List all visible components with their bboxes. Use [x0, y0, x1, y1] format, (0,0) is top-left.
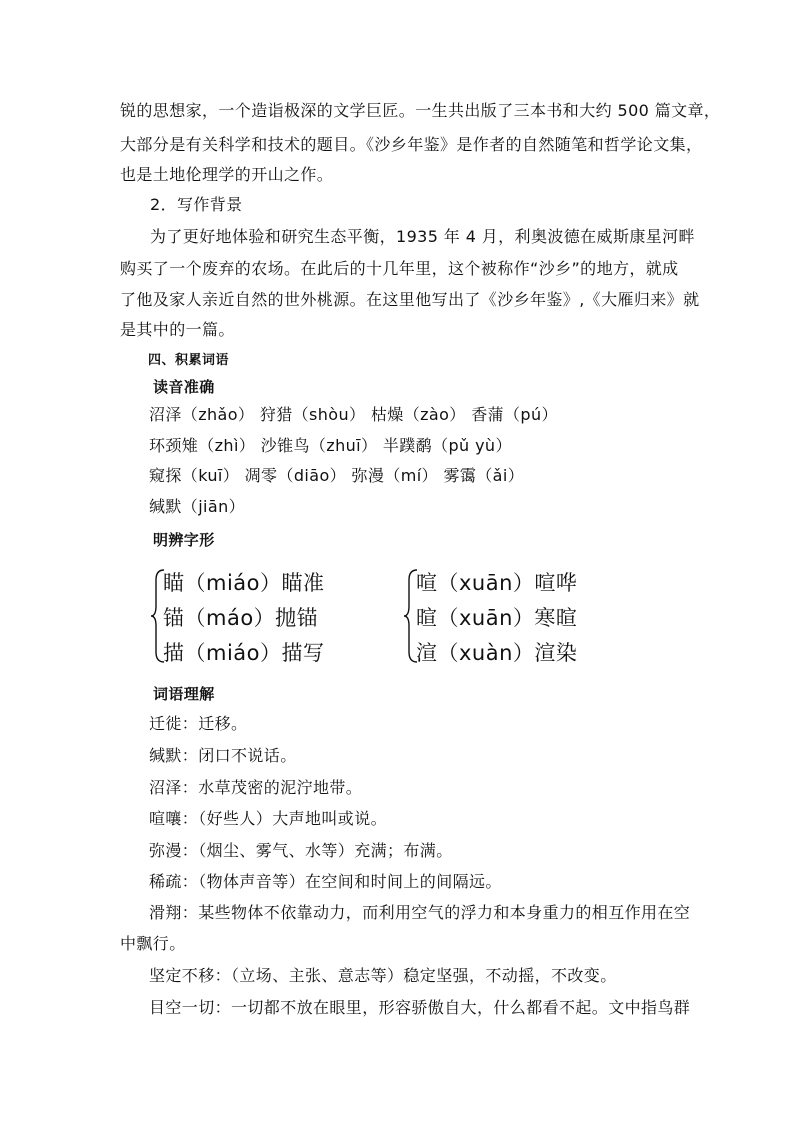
- section-heading-vocab: 四、积累词语: [148, 353, 230, 368]
- pron-row-3: 窥探（kuī） 凋零（diāo） 弥漫（mí） 雾霭（ǎi）: [149, 466, 525, 485]
- glyph-right-row-3: 渲（xuàn）渲染: [416, 641, 578, 665]
- bio-line-1: 锐的思想家，一个造诣极深的文学巨匠。一生共出版了三本书和大约 500 篇文章，: [120, 101, 721, 120]
- bio-line-3: 也是土地伦理学的开山之作。: [120, 165, 334, 184]
- vocab-firm: 坚定不移：（立场、主张、意志等）稳定坚强，不动摇，不改变。: [149, 966, 617, 985]
- pron-row-1: 沼泽（zhǎo） 狩猎（shòu） 枯燥（zào） 香蒲（pú）: [149, 405, 558, 424]
- background-line-3: 了他及家人亲近自然的世外桃源。在这里他写出了《沙乡年鉴》,《大雁归来》就: [120, 290, 700, 309]
- glyph-left-row-3: 描（miáo）描写: [163, 641, 325, 665]
- vocab-item: 弥漫：（烟尘、雾气、水等）充满；布满。: [149, 841, 453, 860]
- vocab-item: 缄默：闭口不说话。: [149, 746, 297, 765]
- pron-row-4: 缄默（jiān）: [149, 497, 246, 516]
- vocab-item: 沼泽：水草茂密的泥泞地带。: [149, 778, 363, 797]
- bio-line-2: 大部分是有关科学和技术的题目。《沙乡年鉴》是作者的自然随笔和哲学论文集，: [120, 135, 703, 154]
- pronunciation-title: 读音准确: [153, 378, 215, 396]
- glyph-title: 明辨字形: [153, 531, 215, 549]
- vocab-item: 喧嚷：（好些人）大声地叫或说。: [149, 809, 388, 828]
- vocab-glide-line-2: 中飘行。: [120, 934, 186, 953]
- vocab-title: 词语理解: [153, 685, 215, 703]
- background-line-1: 为了更好地体验和研究生态平衡，1935 年 4 月，利奥波德在威斯康星河畔: [150, 227, 695, 246]
- vocab-item: 迁徙：迁移。: [149, 714, 248, 733]
- glyph-left-row-2: 锚（máo）抛锚: [163, 606, 319, 630]
- glyph-right-row-2: 暄（xuān）寒暄: [416, 606, 578, 630]
- pron-row-2: 环颈雉（zhì） 沙锥鸟（zhuī） 半蹼鹬（pǔ yù）: [149, 436, 512, 455]
- vocab-item: 稀疏：（物体声音等）在空间和时间上的间隔远。: [149, 872, 502, 891]
- vocab-arrogant: 目空一切：一切都不放在眼里，形容骄傲自大，什么都看不起。文中指鸟群: [149, 998, 691, 1017]
- glyph-left-row-1: 瞄（miáo）瞄准: [163, 571, 325, 595]
- vocab-glide-line-1: 滑翔：某些物体不依靠动力，而利用空气的浮力和本身重力的相互作用在空: [149, 903, 691, 922]
- background-line-2: 购买了一个废弃的农场。在此后的十几年里，这个被称作“沙乡”的地方，就成: [120, 259, 679, 278]
- glyph-right-row-1: 喧（xuān）喧哗: [416, 571, 578, 595]
- background-line-4: 是其中的一篇。: [120, 320, 235, 339]
- background-heading: 2．写作背景: [150, 195, 243, 214]
